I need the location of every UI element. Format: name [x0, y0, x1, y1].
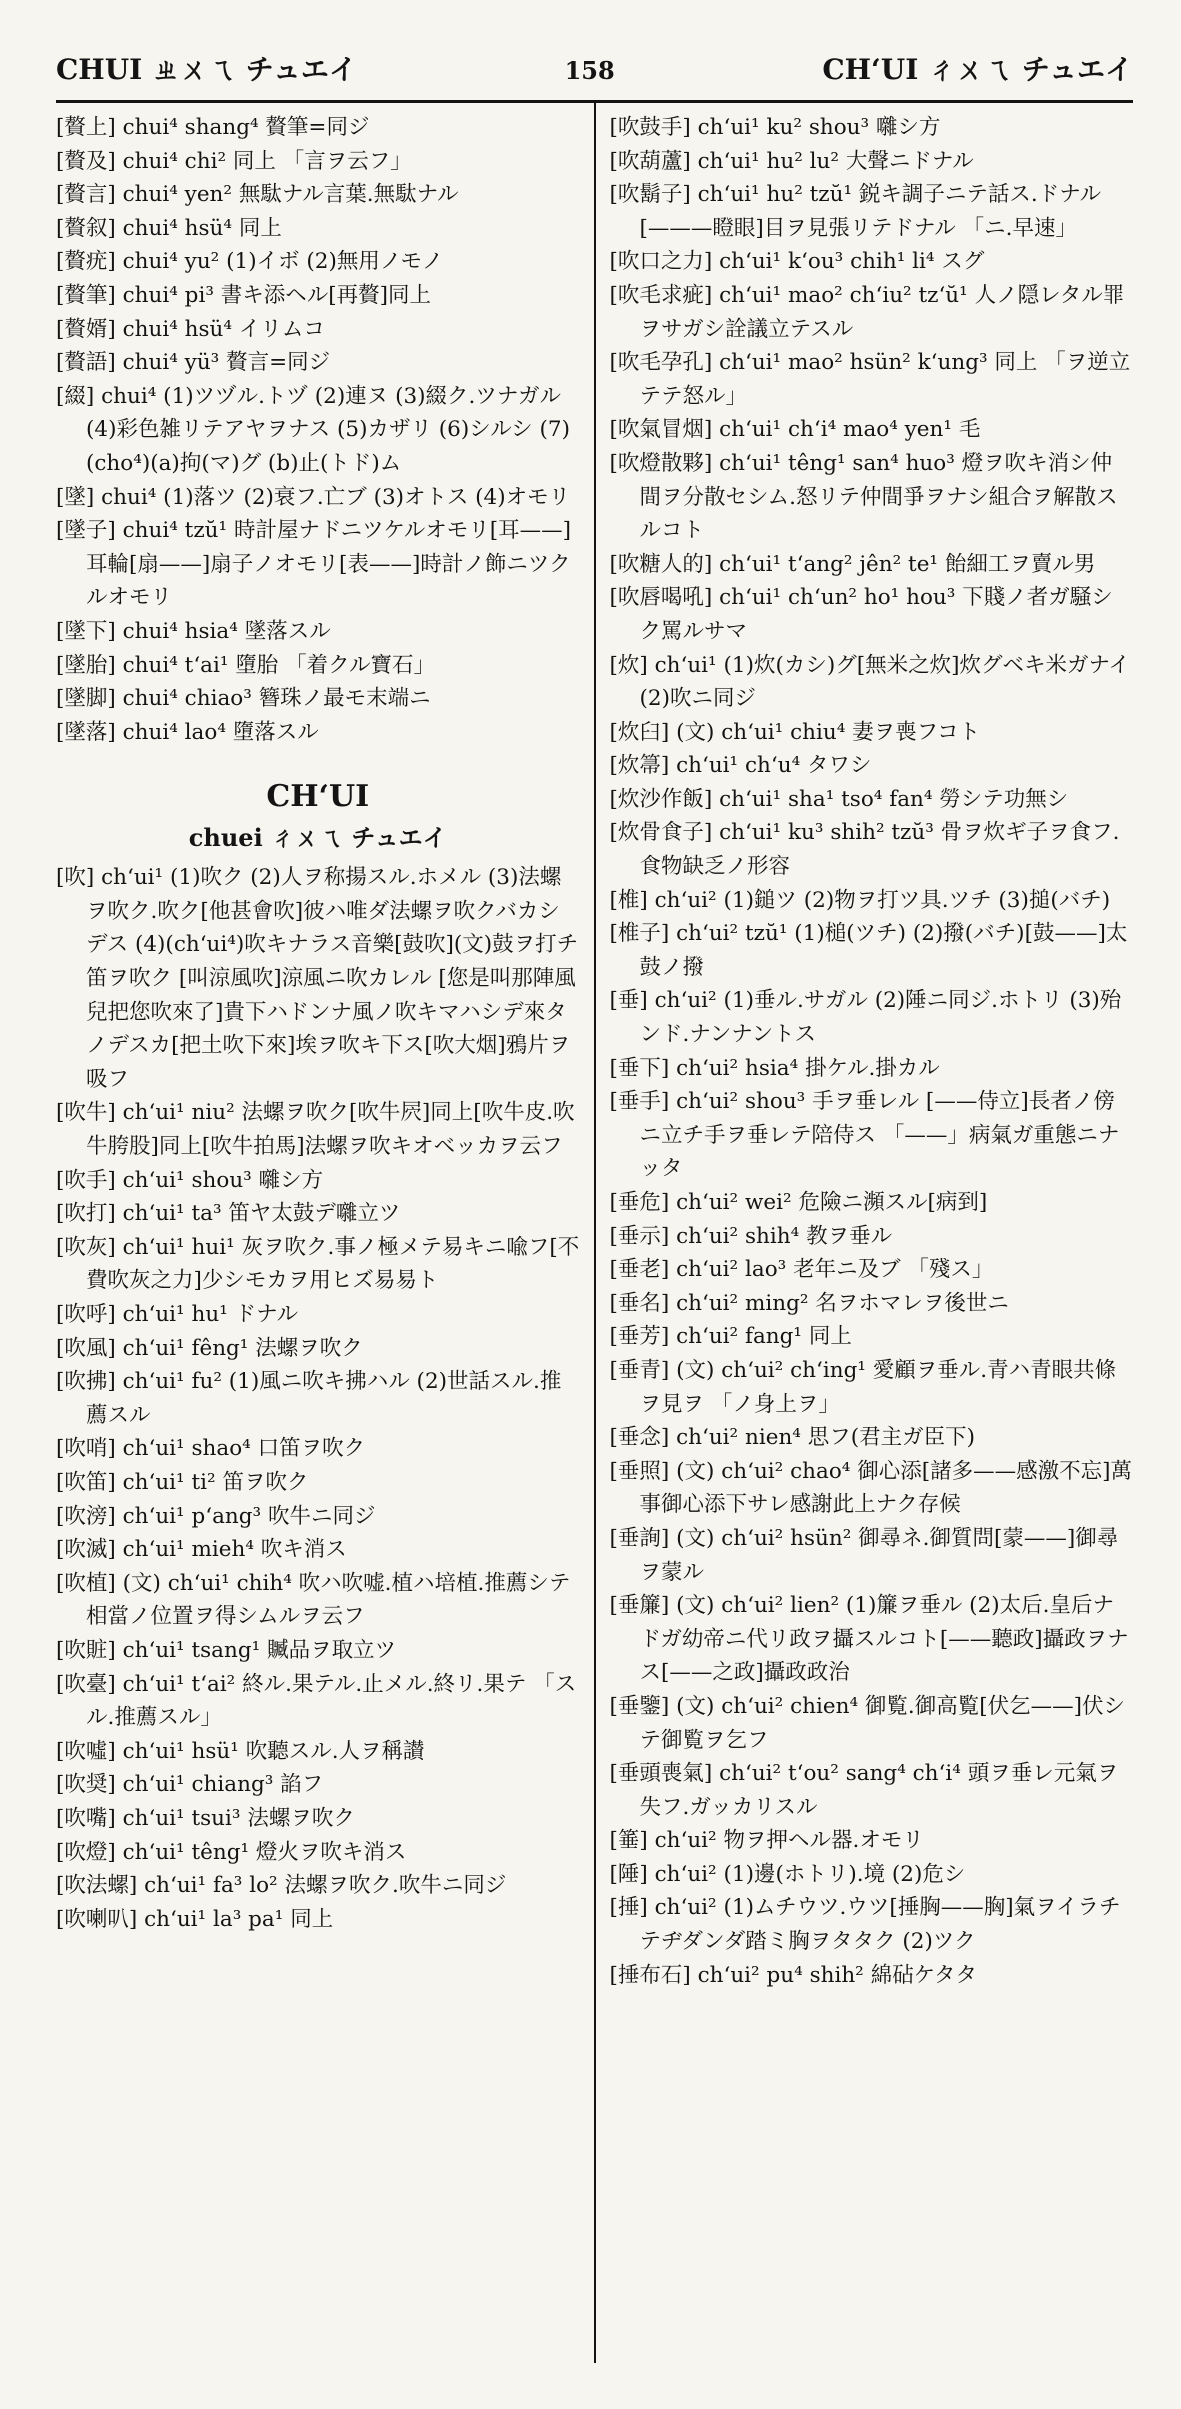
- dictionary-entry: [吹呼] ch‘ui¹ hu¹ ドナル: [56, 1302, 299, 1327]
- dictionary-entry: [贅言] chui⁴ yen² 無駄ナル言葉.無駄ナル: [56, 182, 459, 208]
- dictionary-entry: [炊箒] ch‘ui¹ ch‘u⁴ タワシ: [609, 753, 872, 779]
- left-column: [56, 103, 594, 2363]
- dictionary-entry: [吹打] ch‘ui¹ ta³ 笛ヤ太鼓デ囃立ツ: [56, 1201, 401, 1227]
- dictionary-entry: [吹口之力] ch‘ui¹ k‘ou³ chih¹ li⁴ スグ: [609, 249, 985, 275]
- dictionary-entry: [吹植] (文) ch‘ui¹ chih⁴ 吹ハ吹嘘.植ハ培植.推薦シテ相當ノ位置ヲ得シムルヲ云フ: [56, 1570, 571, 1630]
- dictionary-entry: [墜胎] chui⁴ t‘ai¹ 墮胎 「着クル寶石」: [56, 652, 435, 678]
- dictionary-entry: [吹拂] ch‘ui¹ fu² (1)風ニ吹キ拂ハル (2)世話スル.推薦スル: [56, 1369, 562, 1428]
- dictionary-entry: [贅上] chui⁴ shang⁴ 贅筆=同ジ: [56, 115, 370, 140]
- dictionary-entry: [墜脚] chui⁴ chiao³ 簪珠ノ最モ末端ニ: [56, 686, 431, 712]
- dictionary-entry: [吹法螺] ch‘ui¹ fa³ lo² 法螺ヲ吹ク.吹牛ニ同ジ: [56, 1873, 507, 1899]
- dictionary-entry: [吹滅] ch‘ui¹ mieh⁴ 吹キ消ス: [56, 1537, 347, 1563]
- dictionary-entry: [吹糖人的] ch‘ui¹ t‘ang² jên² te¹ 飴細工ヲ賣ル男: [609, 551, 1096, 577]
- right-column: [596, 103, 1134, 2363]
- dictionary-entry: [炊臼] (文) ch‘ui¹ chiu⁴ 妻ヲ喪フコト: [609, 719, 981, 745]
- dictionary-entry: [吹風] ch‘ui¹ fêng¹ 法螺ヲ吹ク: [56, 1335, 363, 1361]
- dictionary-entry: [吹燈散夥] ch‘ui¹ têng¹ san⁴ huo³ 燈ヲ吹キ消シ仲間ヲ分散セシム.怒リテ仲間爭ヲナシ組合ヲ解散スルコト: [609, 450, 1118, 544]
- header-right-guide: CH‘UI ㄔㄨㄟ チュエイ: [822, 53, 1133, 86]
- dictionary-entry: [垂頭喪氣] ch‘ui² t‘ou² sang⁴ ch‘i⁴ 頭ヲ垂レ元氣ヲ失フ.ガッカリスル: [609, 1761, 1119, 1820]
- dictionary-entry: [垂老] ch‘ui² lao³ 老年ニ及ブ 「殘ス」: [609, 1257, 994, 1283]
- dictionary-entry: [吹噓] ch‘ui¹ hsü¹ 吹聽スル.人ヲ稱讃: [56, 1738, 425, 1764]
- dictionary-entry: [吹笛] ch‘ui¹ ti² 笛ヲ吹ク: [56, 1469, 309, 1495]
- dictionary-entry: [吹喇叭] ch‘ui¹ la³ pa¹ 同上: [56, 1906, 334, 1932]
- page-number: 158: [564, 56, 615, 85]
- dictionary-entry: [吹燈] ch‘ui¹ têng¹ 燈火ヲ吹キ消ス: [56, 1839, 407, 1865]
- dictionary-entry: [吹嘴] ch‘ui¹ tsui³ 法螺ヲ吹ク: [56, 1805, 355, 1831]
- dictionary-entry: [垂鑒] (文) ch‘ui² chien⁴ 御覧.御高覧[伏乞——]伏シテ御覧ヲ乞フ: [609, 1693, 1126, 1753]
- dictionary-entry: [垂照] (文) ch‘ui² chao⁴ 御心添[諸多——感激不忘]萬事御心添下サレ感謝此上ナク存候: [609, 1458, 1132, 1518]
- dictionary-entry: [贅婿] chui⁴ hsü⁴ イリムコ: [56, 316, 325, 342]
- dictionary-entry: [吹氣冒烟] ch‘ui¹ ch‘i⁴ mao⁴ yen¹ 毛: [609, 417, 981, 443]
- dictionary-entry: [贅語] chui⁴ yü³ 贅言=同ジ: [56, 350, 331, 376]
- section-title: CH‘UI: [266, 779, 370, 815]
- dictionary-entry: [垂] ch‘ui² (1)垂ル.サガル (2)陲ニ同ジ.ホトリ (3)殆ンド.ナンナントス: [609, 988, 1122, 1048]
- dictionary-entry: [炊骨食子] ch‘ui¹ ku³ shih² tzŭ³ 骨ヲ炊ギ子ヲ食フ.食物缺乏ノ形容: [609, 820, 1120, 880]
- dictionary-entry: [陲] ch‘ui² (1)邊(ホトリ).境 (2)危シ: [609, 1861, 966, 1887]
- dictionary-entry: [捶] ch‘ui² (1)ムチウツ.ウツ[捶胸——胸]氣ヲイラチテヂダンダ踏ミ胸ヲタタク (2)ツク: [609, 1895, 1121, 1955]
- dictionary-entry: [吹手] ch‘ui¹ shou³ 囃シ方: [56, 1167, 324, 1193]
- section-subtitle: chuei ㄔㄨㄟ チュエイ: [188, 823, 447, 853]
- dictionary-entry: [墜] chui⁴ (1)落ツ (2)衰フ.亡ブ (3)オトス (4)オモリ: [56, 484, 571, 510]
- dictionary-entry: [贅及] chui⁴ chi² 同上 「言ヲ云フ」: [56, 148, 412, 174]
- dictionary-entry: [贅筆] chui⁴ pi³ 書キ添ヘル[再贅]同上: [56, 282, 432, 308]
- dictionary-entry: [垂名] ch‘ui² ming² 名ヲホマレヲ後世ニ: [609, 1290, 1009, 1316]
- dictionary-entry: [吹毛孕孔] ch‘ui¹ mao² hsün² k‘ung³ 同上 「ヲ逆立テテ怒ル」: [609, 350, 1131, 409]
- dictionary-entry: [綴] chui⁴ (1)ツヅル.トヅ (2)連ヌ (3)綴ク.ツナガル (4)彩色雑リテアヤヲナス (5)カザリ (6)シルシ (7)(cho⁴)(a)拘(マ)グ (b)止(トド)ム: [56, 383, 570, 476]
- dictionary-entry: [垂青] (文) ch‘ui² ch‘ing¹ 愛顧ヲ垂ル.青ハ青眼共條ヲ見ヲ 「ノ身上ヲ」: [609, 1357, 1117, 1417]
- dictionary-entry: [吹奨] ch‘ui¹ chiang³ 諂フ: [56, 1772, 324, 1798]
- dictionary-entry: [吹唇喝吼] ch‘ui¹ ch‘un² ho¹ hou³ 下賤ノ者ガ騒シク罵ルサマ: [609, 585, 1113, 644]
- dictionary-entry: [垂詢] (文) ch‘ui² hsün² 御尋ネ.御質問[蒙——]御尋ヲ蒙ル: [609, 1525, 1119, 1585]
- dictionary-entry: [吹葫蘆] ch‘ui¹ hu² lu² 大聲ニドナル: [609, 148, 974, 174]
- dictionary-entry: [吹] ch‘ui¹ (1)吹ク (2)人ヲ称揚スル.ホメル (3)法螺ヲ吹ク.吹ク[他甚會吹]彼ハ唯ダ法螺ヲ吹クバカシデス (4)(ch‘ui⁴)吹キナラス音樂[鼓吹](文)鼓ヲ打チ笛ヲ吹ク [叫涼風吹]涼風ニ吹カレル [您是叫那陣風兒把您吹來了]貴下ハドンナ風ノ吹キマハシデ來タノデスカ[把土吹下來]埃ヲ吹キ下ス[吹大烟]鴉片ヲ吸フ: [56, 865, 579, 1092]
- dictionary-entry: [吹毛求疵] ch‘ui¹ mao² ch‘iu² tz‘ŭ¹ 人ノ隠レタル罪ヲサガシ詮議立テスル: [609, 282, 1125, 342]
- dictionary-entry: [炊] ch‘ui¹ (1)炊(カシ)グ[無米之炊]炊グベキ米ガナイ (2)吹ニ同ジ: [609, 652, 1131, 712]
- dictionary-entry: [墜落] chui⁴ lao⁴ 墮落スル: [56, 719, 319, 745]
- dictionary-entry: [吹灰] ch‘ui¹ hui¹ 灰ヲ吹ク.事ノ極メテ易キニ喩フ[不費吹灰之力]少シモカヲ用ヒズ易易ト: [56, 1234, 580, 1294]
- dictionary-entry: [椎] ch‘ui² (1)鎚ツ (2)物ヲ打ツ具.ツチ (3)搥(バチ): [609, 887, 1111, 913]
- dictionary-entry: [吹臺] ch‘ui¹ t‘ai² 終ル.果テル.止メル.終リ.果テ 「スル.推薦スル」: [56, 1671, 577, 1731]
- dictionary-entry: [垂芳] ch‘ui² fang¹ 同上: [609, 1324, 852, 1350]
- dictionary-entry: [吹鼓手] ch‘ui¹ ku² shou³ 囃シ方: [609, 115, 941, 140]
- dictionary-entry: [贅疣] chui⁴ yu² (1)イボ (2)無用ノモノ: [56, 249, 444, 275]
- dictionary-entry: [椎子] ch‘ui² tzŭ¹ (1)槌(ツチ) (2)撥(バチ)[鼓——]太鼓ノ撥: [609, 921, 1128, 980]
- dictionary-entry: [吹賍] ch‘ui¹ tsang¹ 贓品ヲ取立ツ: [56, 1637, 397, 1663]
- two-column-body: [56, 103, 1133, 2363]
- header-left-guide: CHUI ㄓㄨㄟ チュエイ: [56, 53, 357, 86]
- dictionary-entry: [墜子] chui⁴ tzŭ¹ 時計屋ナドニツケルオモリ[耳——]耳輪[扇——]扇子ノオモリ[表——]時計ノ飾ニツクルオモリ: [56, 518, 572, 611]
- dictionary-entry: [箠] ch‘ui² 物ヲ押ヘル器.オモリ: [609, 1828, 924, 1854]
- dictionary-entry: [垂下] ch‘ui² hsia⁴ 掛ケル.掛カル: [609, 1055, 940, 1081]
- dictionary-entry: [吹鬍子] ch‘ui¹ hu² tzŭ¹ 鋭キ調子ニテ話ス.ドナル[———瞪眼]目ヲ見張リテドナル 「ニ.早速」: [609, 182, 1102, 241]
- dictionary-entry: [吹牛] ch‘ui¹ niu² 法螺ヲ吹ク[吹牛屄]同上[吹牛皮.吹牛胯股]同上[吹牛拍馬]法螺ヲ吹キオベッカヲ云フ: [56, 1100, 575, 1160]
- dictionary-entry: [吹滂] ch‘ui¹ p‘ang³ 吹牛ニ同ジ: [56, 1503, 376, 1529]
- dictionary-entry: [垂簾] (文) ch‘ui² lien² (1)簾ヲ垂ル (2)太后.皇后ナドガ幼帝ニ代リ政ヲ攝スルコト[——聽政]攝政ヲナス[——之政]攝政政治: [609, 1593, 1129, 1686]
- page-header: [56, 48, 1133, 94]
- dictionary-entry: [贅叙] chui⁴ hsü⁴ 同上: [56, 215, 282, 241]
- dictionary-entry: [垂手] ch‘ui² shou³ 手ヲ垂レル [——侍立]長者ノ傍ニ立チ手ヲ垂レテ陪侍ス 「——」病氣ガ重態ニナッタ: [609, 1089, 1120, 1182]
- dictionary-entry: [吹哨] ch‘ui¹ shao⁴ 口笛ヲ吹ク: [56, 1436, 366, 1462]
- dictionary-entry: [垂示] ch‘ui² shih⁴ 教ヲ垂ル: [609, 1223, 893, 1249]
- dictionary-entry: [垂危] ch‘ui² wei² 危險ニ瀕スル[病到]: [609, 1190, 988, 1215]
- dictionary-entry: [墜下] chui⁴ hsia⁴ 墜落スル: [56, 618, 331, 644]
- dictionary-entry: [捶布石] ch‘ui² pu⁴ shih² 綿砧ケタタ: [609, 1962, 978, 1988]
- dictionary-entry: [炊沙作飯] ch‘ui¹ sha¹ tso⁴ fan⁴ 勞シテ功無シ: [609, 786, 1069, 812]
- dictionary-entry: [垂念] ch‘ui² nien⁴ 思フ(君主ガ臣下): [609, 1425, 976, 1451]
